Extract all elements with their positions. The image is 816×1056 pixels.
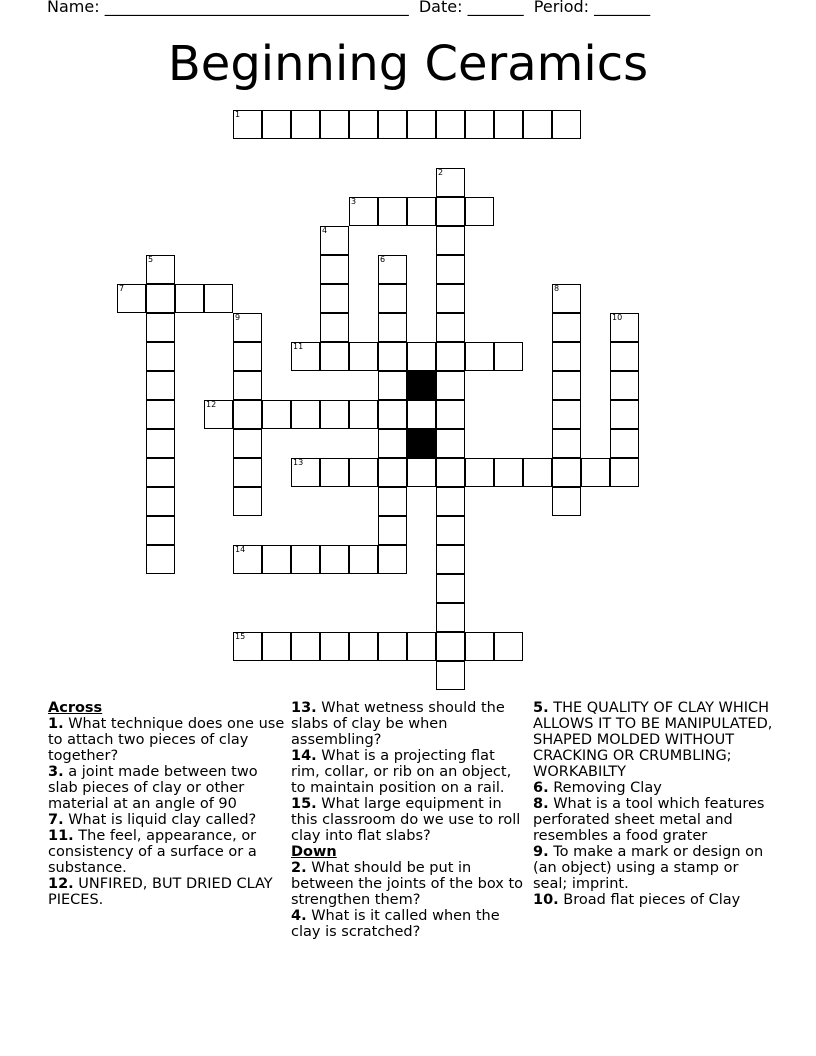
clue-across-7 xyxy=(48,812,288,828)
crossword-cell[interactable] xyxy=(320,110,349,139)
clue-text: a joint made between two slab pieces of clay or other material at an angle of 90 xyxy=(48,764,258,812)
crossword-cell[interactable] xyxy=(233,545,262,574)
clue-number-label: 10 xyxy=(612,313,623,322)
crossword-cell[interactable] xyxy=(291,110,320,139)
crossword-cell[interactable] xyxy=(581,458,610,487)
crossword-cell[interactable] xyxy=(436,284,465,313)
across-heading: Across xyxy=(48,700,103,716)
crossword-cell[interactable] xyxy=(407,110,436,139)
crossword-cell[interactable] xyxy=(320,226,349,255)
crossword-cell[interactable] xyxy=(349,110,378,139)
crossword-cell[interactable] xyxy=(436,110,465,139)
crossword-cell[interactable] xyxy=(204,400,233,429)
clue-number: 10. xyxy=(533,892,559,908)
clue-text: THE QUALITY OF CLAY WHICH ALLOWS IT TO BE MANIPULATED, SHAPED MOLDED WITHOUT CRACKING OR CRUMBLING; WORKABILTY xyxy=(533,700,773,780)
clue-number-label: 6 xyxy=(380,255,386,264)
crossword-cell[interactable] xyxy=(320,313,349,342)
date-label: Date: xyxy=(418,0,463,16)
crossword-cell[interactable] xyxy=(378,313,407,342)
clue-down-10 xyxy=(533,892,773,908)
clue-number: 12. xyxy=(48,876,74,892)
crossword-cell[interactable] xyxy=(233,313,262,342)
crossword-cell[interactable] xyxy=(610,371,639,400)
crossword-cell[interactable] xyxy=(610,342,639,371)
clues-column-2 xyxy=(291,700,527,940)
name-label: Name: xyxy=(47,0,100,16)
crossword-cell[interactable] xyxy=(320,545,349,574)
crossword-cell[interactable] xyxy=(494,632,523,661)
clue-text: Broad flat pieces of Clay xyxy=(563,892,741,908)
crossword-cell[interactable] xyxy=(378,458,407,487)
clue-down-8 xyxy=(533,796,773,844)
clue-number: 13. xyxy=(291,700,317,716)
clue-text: To make a mark or design on (an object) using a stamp or seal; imprint. xyxy=(533,844,764,892)
clue-across-14 xyxy=(291,748,527,796)
crossword-cell[interactable] xyxy=(552,371,581,400)
crossword-cell[interactable] xyxy=(436,545,465,574)
crossword-cell[interactable] xyxy=(349,342,378,371)
crossword-cell[interactable] xyxy=(378,545,407,574)
crossword-cell[interactable] xyxy=(436,197,465,226)
name-blank[interactable]: ______________________________________ xyxy=(104,0,409,16)
clue-number: 5. xyxy=(533,700,549,716)
crossword-cell[interactable] xyxy=(436,603,465,632)
crossword-cell[interactable] xyxy=(378,371,407,400)
crossword-cell[interactable] xyxy=(378,516,407,545)
clue-number: 7. xyxy=(48,812,64,828)
crossword-cell[interactable] xyxy=(407,458,436,487)
page-title: Beginning Ceramics xyxy=(167,36,649,92)
crossword-cell[interactable] xyxy=(262,110,291,139)
crossword-cell[interactable] xyxy=(262,632,291,661)
crossword-cell[interactable] xyxy=(494,110,523,139)
date-blank[interactable]: _______ xyxy=(467,0,524,16)
clue-number-label: 13 xyxy=(293,458,304,467)
crossword-cell[interactable] xyxy=(146,342,175,371)
clue-number-label: 2 xyxy=(438,168,444,177)
clue-text: What is a projecting flat rim, collar, or rib on an object, to maintain position on a rail. xyxy=(291,748,512,796)
crossword-cell[interactable] xyxy=(436,342,465,371)
clue-number-label: 4 xyxy=(322,226,328,235)
crossword-cell[interactable] xyxy=(378,110,407,139)
crossword-cell[interactable] xyxy=(349,400,378,429)
crossword-cell[interactable] xyxy=(146,458,175,487)
crossword-cell[interactable] xyxy=(204,284,233,313)
clue-number: 4. xyxy=(291,908,307,924)
crossword-cell[interactable] xyxy=(291,400,320,429)
crossword-cell[interactable] xyxy=(233,632,262,661)
clue-number: 11. xyxy=(48,828,74,844)
crossword-cell[interactable] xyxy=(320,400,349,429)
crossword-cell[interactable] xyxy=(291,632,320,661)
crossword-cell[interactable] xyxy=(494,342,523,371)
crossword-cell[interactable] xyxy=(146,284,175,313)
clue-number: 14. xyxy=(291,748,317,764)
clue-across-13 xyxy=(291,700,527,748)
clue-text: Removing Clay xyxy=(553,780,662,796)
crossword-cell[interactable] xyxy=(175,284,204,313)
crossword-cell[interactable] xyxy=(610,313,639,342)
crossword-cell[interactable] xyxy=(233,400,262,429)
period-label: Period: xyxy=(533,0,590,16)
crossword-cell[interactable] xyxy=(233,371,262,400)
crossword-cell[interactable] xyxy=(320,342,349,371)
crossword-cell[interactable] xyxy=(291,342,320,371)
crossword-cell[interactable] xyxy=(610,458,639,487)
crossword-cell[interactable] xyxy=(320,284,349,313)
crossword-cell[interactable] xyxy=(465,197,494,226)
clue-text: UNFIRED, BUT DRIED CLAY PIECES. xyxy=(48,876,273,908)
crossword-cell[interactable] xyxy=(146,516,175,545)
crossword-cell[interactable] xyxy=(552,458,581,487)
clue-text: The feel, appearance, or consistency of a surface or a substance. xyxy=(48,828,257,876)
clue-number-label: 12 xyxy=(206,400,217,409)
crossword-cell[interactable] xyxy=(262,545,291,574)
crossword-cell[interactable] xyxy=(233,487,262,516)
clue-text: What large equipment in this classroom do we use to roll clay into flat slabs? xyxy=(291,796,521,844)
crossword-cell[interactable] xyxy=(436,458,465,487)
crossword-cell[interactable] xyxy=(523,458,552,487)
crossword-cell[interactable] xyxy=(378,342,407,371)
clue-number: 3. xyxy=(48,764,64,780)
clue-text: What should be put in between the joints of the box to strengthen them? xyxy=(291,860,524,908)
crossword-cell[interactable] xyxy=(233,342,262,371)
down-heading: Down xyxy=(291,844,337,860)
clue-number: 9. xyxy=(533,844,549,860)
crossword-cell[interactable] xyxy=(320,255,349,284)
clue-across-3 xyxy=(48,764,288,812)
crossword-cell[interactable] xyxy=(291,458,320,487)
crossword-cell[interactable] xyxy=(349,632,378,661)
crossword-cell[interactable] xyxy=(436,632,465,661)
clue-number-label: 9 xyxy=(235,313,241,322)
crossword-cell[interactable] xyxy=(465,110,494,139)
crossword-cell[interactable] xyxy=(378,429,407,458)
crossword-cell[interactable] xyxy=(117,284,146,313)
crossword-cell[interactable] xyxy=(552,284,581,313)
clue-across-15 xyxy=(291,796,527,844)
clue-number: 6. xyxy=(533,780,549,796)
crossword-cell[interactable] xyxy=(320,458,349,487)
crossword-cell[interactable] xyxy=(407,342,436,371)
clue-number-label: 1 xyxy=(235,110,241,119)
clue-across-12 xyxy=(48,876,288,908)
crossword-cell[interactable] xyxy=(378,487,407,516)
clue-number-label: 7 xyxy=(119,284,125,293)
crossword-cell[interactable] xyxy=(552,342,581,371)
crossword-cell[interactable] xyxy=(233,458,262,487)
clues-column-3 xyxy=(533,700,773,908)
clue-number-label: 8 xyxy=(554,284,560,293)
crossword-cell[interactable] xyxy=(610,400,639,429)
clue-down-6 xyxy=(533,780,773,796)
clue-text: What technique does one use to attach two pieces of clay together? xyxy=(48,716,285,764)
crossword-cell[interactable] xyxy=(378,632,407,661)
crossword-cell[interactable] xyxy=(436,574,465,603)
crossword-cell[interactable] xyxy=(146,429,175,458)
crossword-cell[interactable] xyxy=(552,110,581,139)
crossword-cell[interactable] xyxy=(523,110,552,139)
crossword-cell[interactable] xyxy=(146,371,175,400)
crossword-cell[interactable] xyxy=(465,458,494,487)
crossword-cell[interactable] xyxy=(378,197,407,226)
crossword-cell[interactable] xyxy=(146,487,175,516)
crossword-cell[interactable] xyxy=(291,545,320,574)
clue-number-label: 3 xyxy=(351,197,357,206)
crossword-cell[interactable] xyxy=(378,255,407,284)
clue-text: What is a tool which features perforated sheet metal and resembles a food grater xyxy=(533,796,765,844)
crossword-cell[interactable] xyxy=(552,400,581,429)
crossword-cell[interactable] xyxy=(146,313,175,342)
crossword-cell[interactable] xyxy=(407,400,436,429)
clue-number-label: 5 xyxy=(148,255,154,264)
clue-down-9 xyxy=(533,844,773,892)
crossword-cell[interactable] xyxy=(436,487,465,516)
crossword-cell[interactable] xyxy=(349,197,378,226)
crossword-cell[interactable] xyxy=(407,197,436,226)
crossword-cell[interactable] xyxy=(349,458,378,487)
crossword-cell[interactable] xyxy=(436,661,465,690)
clue-text: What is liquid clay called? xyxy=(68,812,257,828)
crossword-cell[interactable] xyxy=(233,110,262,139)
crossword-cell[interactable] xyxy=(378,400,407,429)
clue-number-label: 15 xyxy=(235,632,246,641)
clue-text: What wetness should the slabs of clay be when assembling? xyxy=(291,700,505,748)
crossword-cell[interactable] xyxy=(436,400,465,429)
clue-number: 15. xyxy=(291,796,317,812)
crossword-cell[interactable] xyxy=(436,313,465,342)
crossword-cell[interactable] xyxy=(552,313,581,342)
crossword-cell[interactable] xyxy=(552,487,581,516)
black-square xyxy=(407,429,436,458)
clue-across-1 xyxy=(48,716,288,764)
clue-across-11 xyxy=(48,828,288,876)
clue-down-5 xyxy=(533,700,773,780)
clue-number-label: 14 xyxy=(235,545,246,554)
clues-column-1 xyxy=(48,700,288,908)
crossword-cell[interactable] xyxy=(349,545,378,574)
crossword-cell[interactable] xyxy=(494,458,523,487)
crossword-cell[interactable] xyxy=(320,632,349,661)
crossword-cell[interactable] xyxy=(436,226,465,255)
crossword-cell[interactable] xyxy=(407,632,436,661)
black-square xyxy=(407,371,436,400)
clue-number: 8. xyxy=(533,796,549,812)
crossword-cell[interactable] xyxy=(436,429,465,458)
crossword-cell[interactable] xyxy=(552,429,581,458)
period-blank[interactable]: _______ xyxy=(594,0,651,16)
crossword-cell[interactable] xyxy=(610,429,639,458)
crossword-cell[interactable] xyxy=(436,255,465,284)
crossword-cell[interactable] xyxy=(262,400,291,429)
clue-number: 2. xyxy=(291,860,307,876)
crossword-cell[interactable] xyxy=(233,429,262,458)
clue-down-2 xyxy=(291,860,527,908)
crossword-cell[interactable] xyxy=(146,400,175,429)
crossword-cell[interactable] xyxy=(436,371,465,400)
crossword-cell[interactable] xyxy=(146,545,175,574)
crossword-cell[interactable] xyxy=(146,255,175,284)
clue-text: What is it called when the clay is scratched? xyxy=(291,908,500,940)
crossword-cell[interactable] xyxy=(436,516,465,545)
crossword-cell[interactable] xyxy=(465,342,494,371)
clue-number-label: 11 xyxy=(293,342,304,351)
crossword-cell[interactable] xyxy=(436,168,465,197)
clue-down-4 xyxy=(291,908,527,940)
crossword-cell[interactable] xyxy=(465,632,494,661)
clue-number: 1. xyxy=(48,716,64,732)
crossword-cell[interactable] xyxy=(378,284,407,313)
